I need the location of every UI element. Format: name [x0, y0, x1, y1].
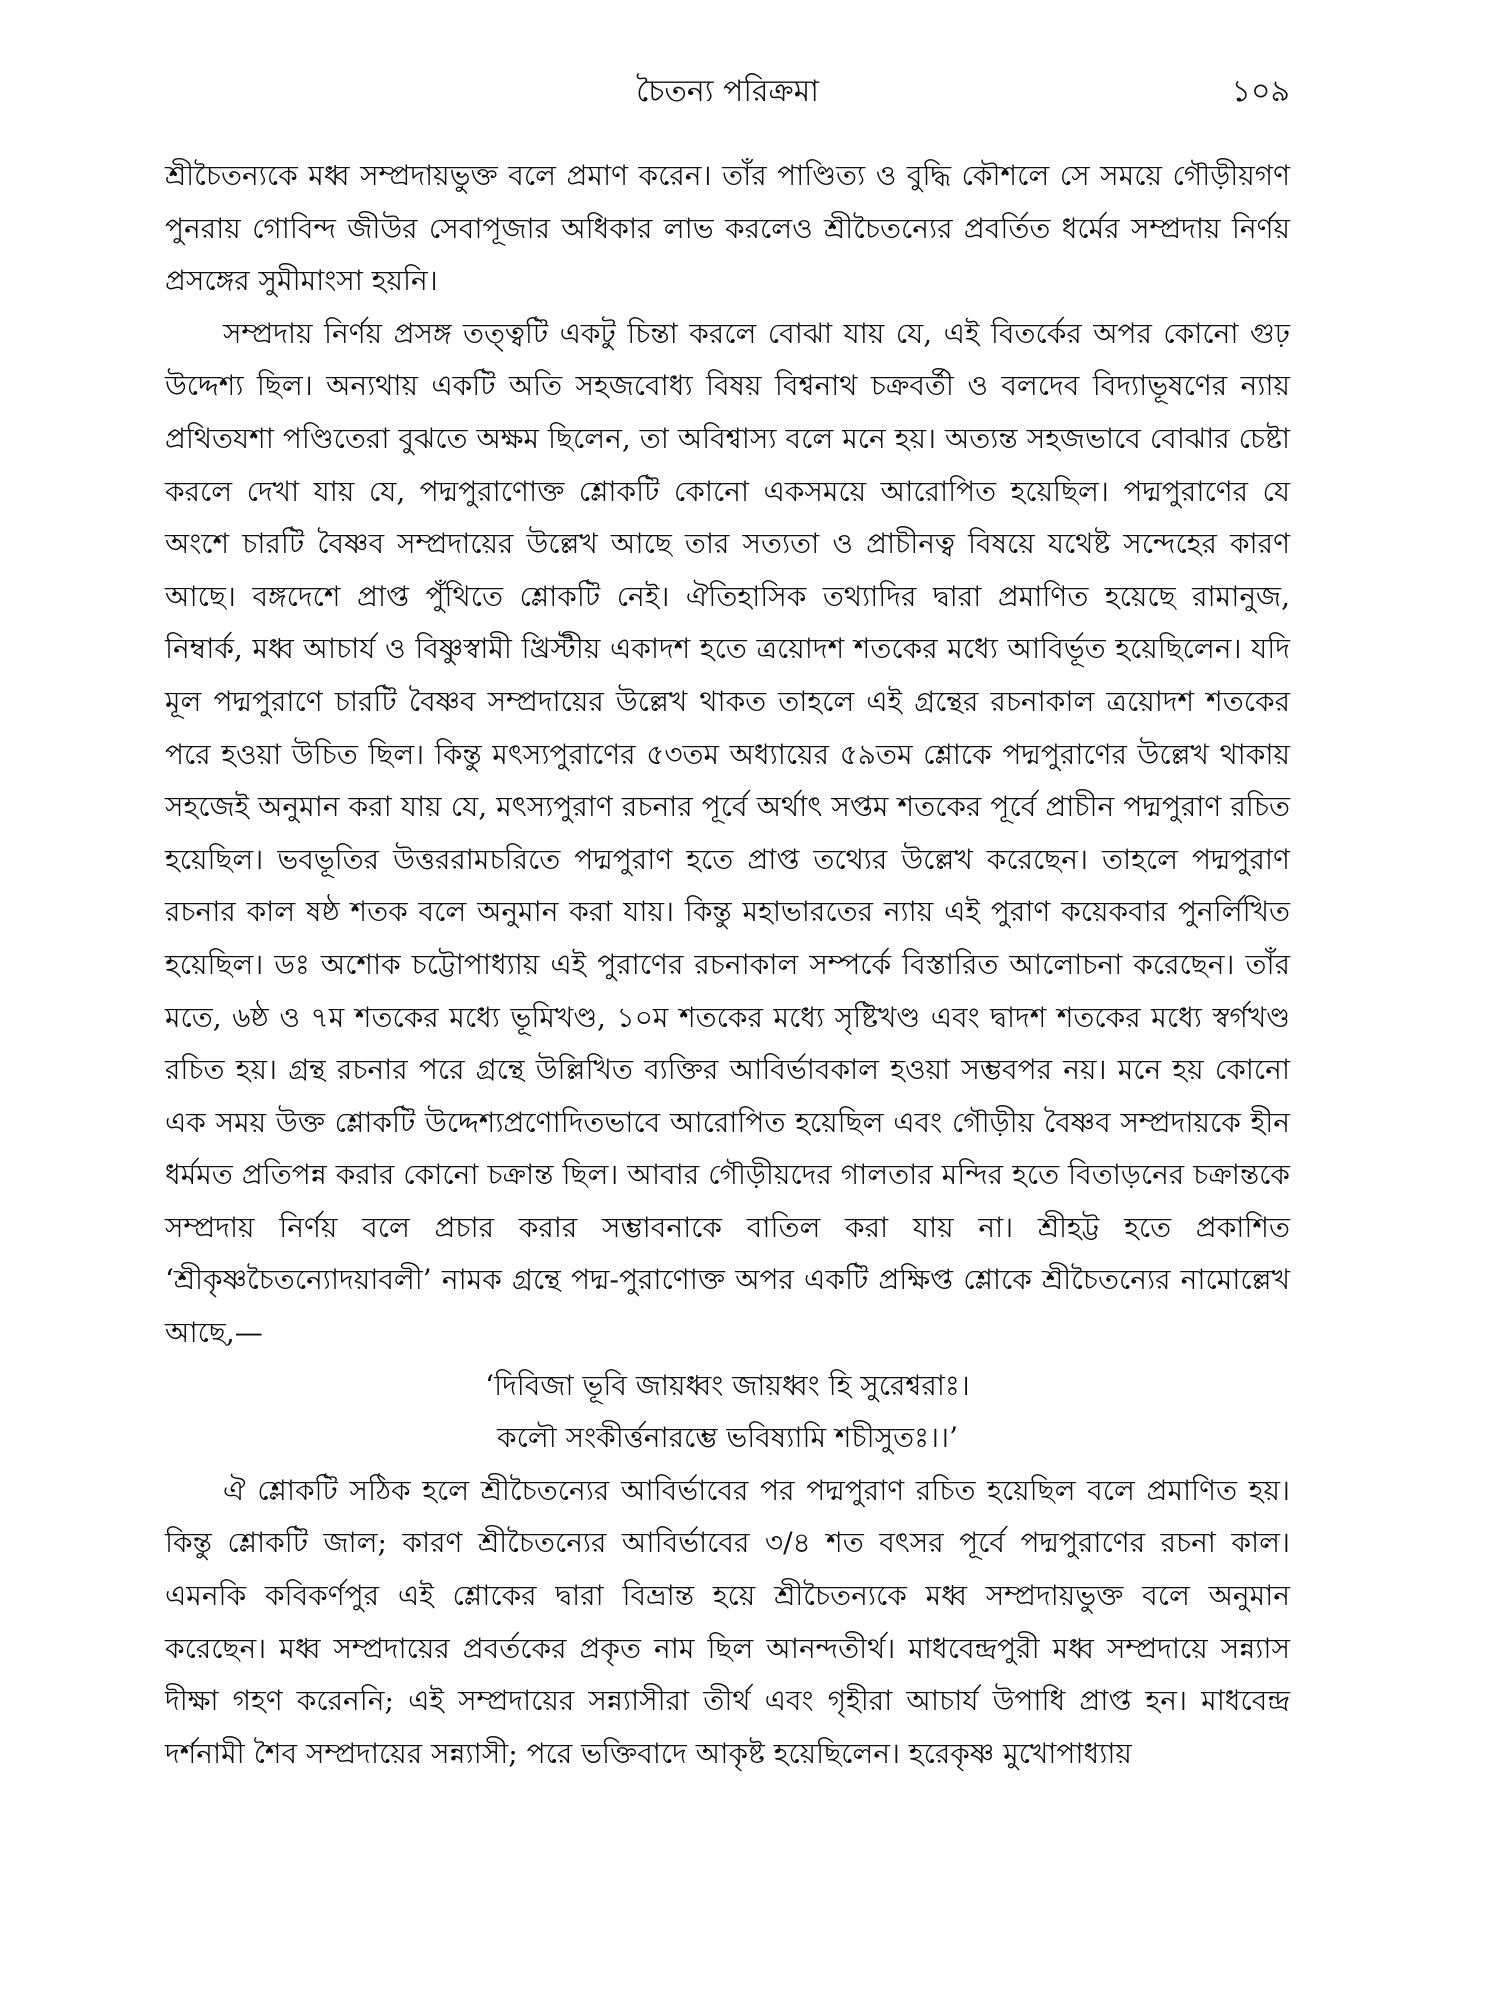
paragraph-sampradaya: সম্প্রদায় নির্ণয় প্রসঙ্গ তত্ত্বটি একটু চিন্তা করলে বোঝা যায় যে, এই বিতর্কের অপর কোনো গুঢ় উদ্দেশ্য ছিল। অন্যথায় একটি অতি সহজবোধ্য বিষয় বিশ্বনাথ চক্রবর্তী ও বলদেব বিদ্যাভূষণের ন্যায় প্রথিতযশা পণ্ডিতেরা বুঝতে অক্ষম ছিলেন, তা অবিশ্বাস্য বলে মনে হয়। অত্যন্ত সহজভাবে বোঝার চেষ্টা করলে দেখা যায় যে, পদ্মপুরাণোক্ত শ্লোকটি কোনো একসময়ে আরোপিত হয়েছিল। পদ্মপুরাণের যে অংশে চারটি বৈষ্ণব সম্প্রদায়ের উল্লেখ আছে তার সত্যতা ও প্রাচীনত্ব বিষয়ে যথেষ্ট সন্দেহের কারণ আছে। বঙ্গদেশে প্রাপ্ত পুঁথিতে শ্লোকটি নেই। ঐতিহাসিক তথ্যাদির দ্বারা প্রমাণিত হয়েছে রামানুজ, নিম্বার্ক, মধ্ব আচার্য ও বিষ্ণুস্বামী খ্রিস্টীয় একাদশ হতে ত্রয়োদশ শতকের মধ্যে আবির্ভূত হয়েছিলেন। যদি মূল পদ্মপুরাণে চারটি বৈষ্ণব সম্প্রদায়ের উল্লেখ থাকত তাহলে এই গ্রন্থের রচনাকাল ত্রয়োদশ শতকের পরে হওয়া উচিত ছিল। কিন্তু মৎস্যপুরাণের ৫৩তম অধ্যায়ের ৫৯তম শ্লোকে পদ্মপুরাণের উল্লেখ থাকায় সহজেই অনুমান করা যায় যে, মৎস্যপুরাণ রচনার পূর্বে অর্থাৎ সপ্তম শতকের পূর্বে প্রাচীন পদ্মপুরাণ রচিত হয়েছিল। ভবভূতির উত্তররামচরিতে পদ্মপুরাণ হতে প্রাপ্ত তথ্যের উল্লেখ করেছেন। তাহলে পদ্মপুরাণ রচনার কাল ষষ্ঠ শতক বলে অনুমান করা যায়। কিন্তু মহাভারতের ন্যায় এই পুরাণ কয়েকবার পুনর্লিখিত হয়েছিল। ডঃ অশোক চট্টোপাধ্যায় এই পুরাণের রচনাকাল সম্পর্কে বিস্তারিত আলোচনা করেছেন। তাঁর মতে, ৬ষ্ঠ ও ৭ম শতকের মধ্যে ভূমিখণ্ড, ১০ম শতকের মধ্যে সৃষ্টিখণ্ড এবং দ্বাদশ শতকের মধ্যে স্বর্গখণ্ড রচিত হয়। গ্রন্থ রচনার পরে গ্রন্থে উল্লিখিত ব্যক্তির আবির্ভাবকাল হওয়া সম্ভবপর নয়। মনে হয় কোনো এক সময় উক্ত শ্লোকটি উদ্দেশ্যপ্রণোদিতভাবে আরোপিত হয়েছিল এবং গৌড়ীয় বৈষ্ণব সম্প্রদায়কে হীন ধর্মমত প্রতিপন্ন করার কোনো চক্রান্ত ছিল। আবার গৌড়ীয়দের গালতার মন্দির হতে বিতাড়নের চক্রান্তকে সম্প্রদায় নির্ণয় বলে প্রচার করার সম্ভাবনাকে বাতিল করা যায় না। শ্রীহট্ট হতে প্রকাশিত ‘শ্রীকৃষ্ণচৈতন্যোদয়াবলী’ নামক গ্রন্থে পদ্ম-পুরাণোক্ত অপর একটি প্রক্ষিপ্ত শ্লোকে শ্রীচৈতন্যের নামোল্লেখ আছে,— [165, 316, 1290, 1350]
verse-line-1: ‘দিবিজা ভূবি জায়ধ্বং জায়ধ্বং হি সুরেশ্বরাঃ। [485, 1368, 970, 1402]
page-header [165, 68, 1290, 116]
quoted-verse [165, 1360, 1290, 1465]
body-text [165, 150, 1290, 1780]
paragraph-sloka-analysis: ঐ শ্লোকটি সঠিক হলে শ্রীচৈতন্যের আবির্ভাবের পর পদ্মপুরাণ রচিত হয়েছিল বলে প্রমাণিত হয়। কিন্তু শ্লোকটি জাল; কারণ শ্রীচৈতন্যের আবির্ভাবের ৩/৪ শত বৎসর পূর্বে পদ্মপুরাণের রচনা কাল। এমনকি কবিকর্ণপুর এই শ্লোকের দ্বারা বিভ্রান্ত হয়ে শ্রীচৈতন্যকে মধ্ব সম্প্রদায়ভুক্ত বলে অনুমান করেছেন। মধ্ব সম্প্রদায়ের প্রবর্তকের প্রকৃত নাম ছিল আনন্দতীর্থ। মাধবেন্দ্রপুরী মধ্ব সম্প্রদায়ে সন্ন্যাস দীক্ষা গহণ করেননি; এই সম্প্রদায়ের সন্ন্যাসীরা তীর্থ এবং গৃহীরা আচার্য উপাধি প্রাপ্ত হন। মাধবেন্দ্র দর্শনামী শৈব সম্প্রদায়ের সন্ন্যাসী; পরে ভক্তিবাদে আকৃষ্ট হয়েছিলেন। হরেকৃষ্ণ মুখোপাধ্যায় [165, 1473, 1290, 1770]
running-title: চৈতন্য পরিক্রমা [636, 74, 819, 109]
paragraph-continued: শ্রীচৈতন্যকে মধ্ব সম্প্রদায়ভুক্ত বলে প্রমাণ করেন। তাঁর পাণ্ডিত্য ও বুদ্ধি কৌশলে সে সময়ে গৌড়ীয়গণ পুনরায় গোবিন্দ জীউর সেবাপূজার অধিকার লাভ করলেও শ্রীচৈতন্যের প্রবর্তিত ধর্মের সম্প্রদায় নির্ণয় প্রসঙ্গের সুমীমাংসা হয়নি। [165, 159, 1290, 298]
verse-line-2: কলৌ সংকীর্ত্তনারম্ভে ভবিষ্যামি শচীসুতঃ।।’ [497, 1421, 958, 1455]
page-number: ১০৯ [1231, 74, 1290, 109]
